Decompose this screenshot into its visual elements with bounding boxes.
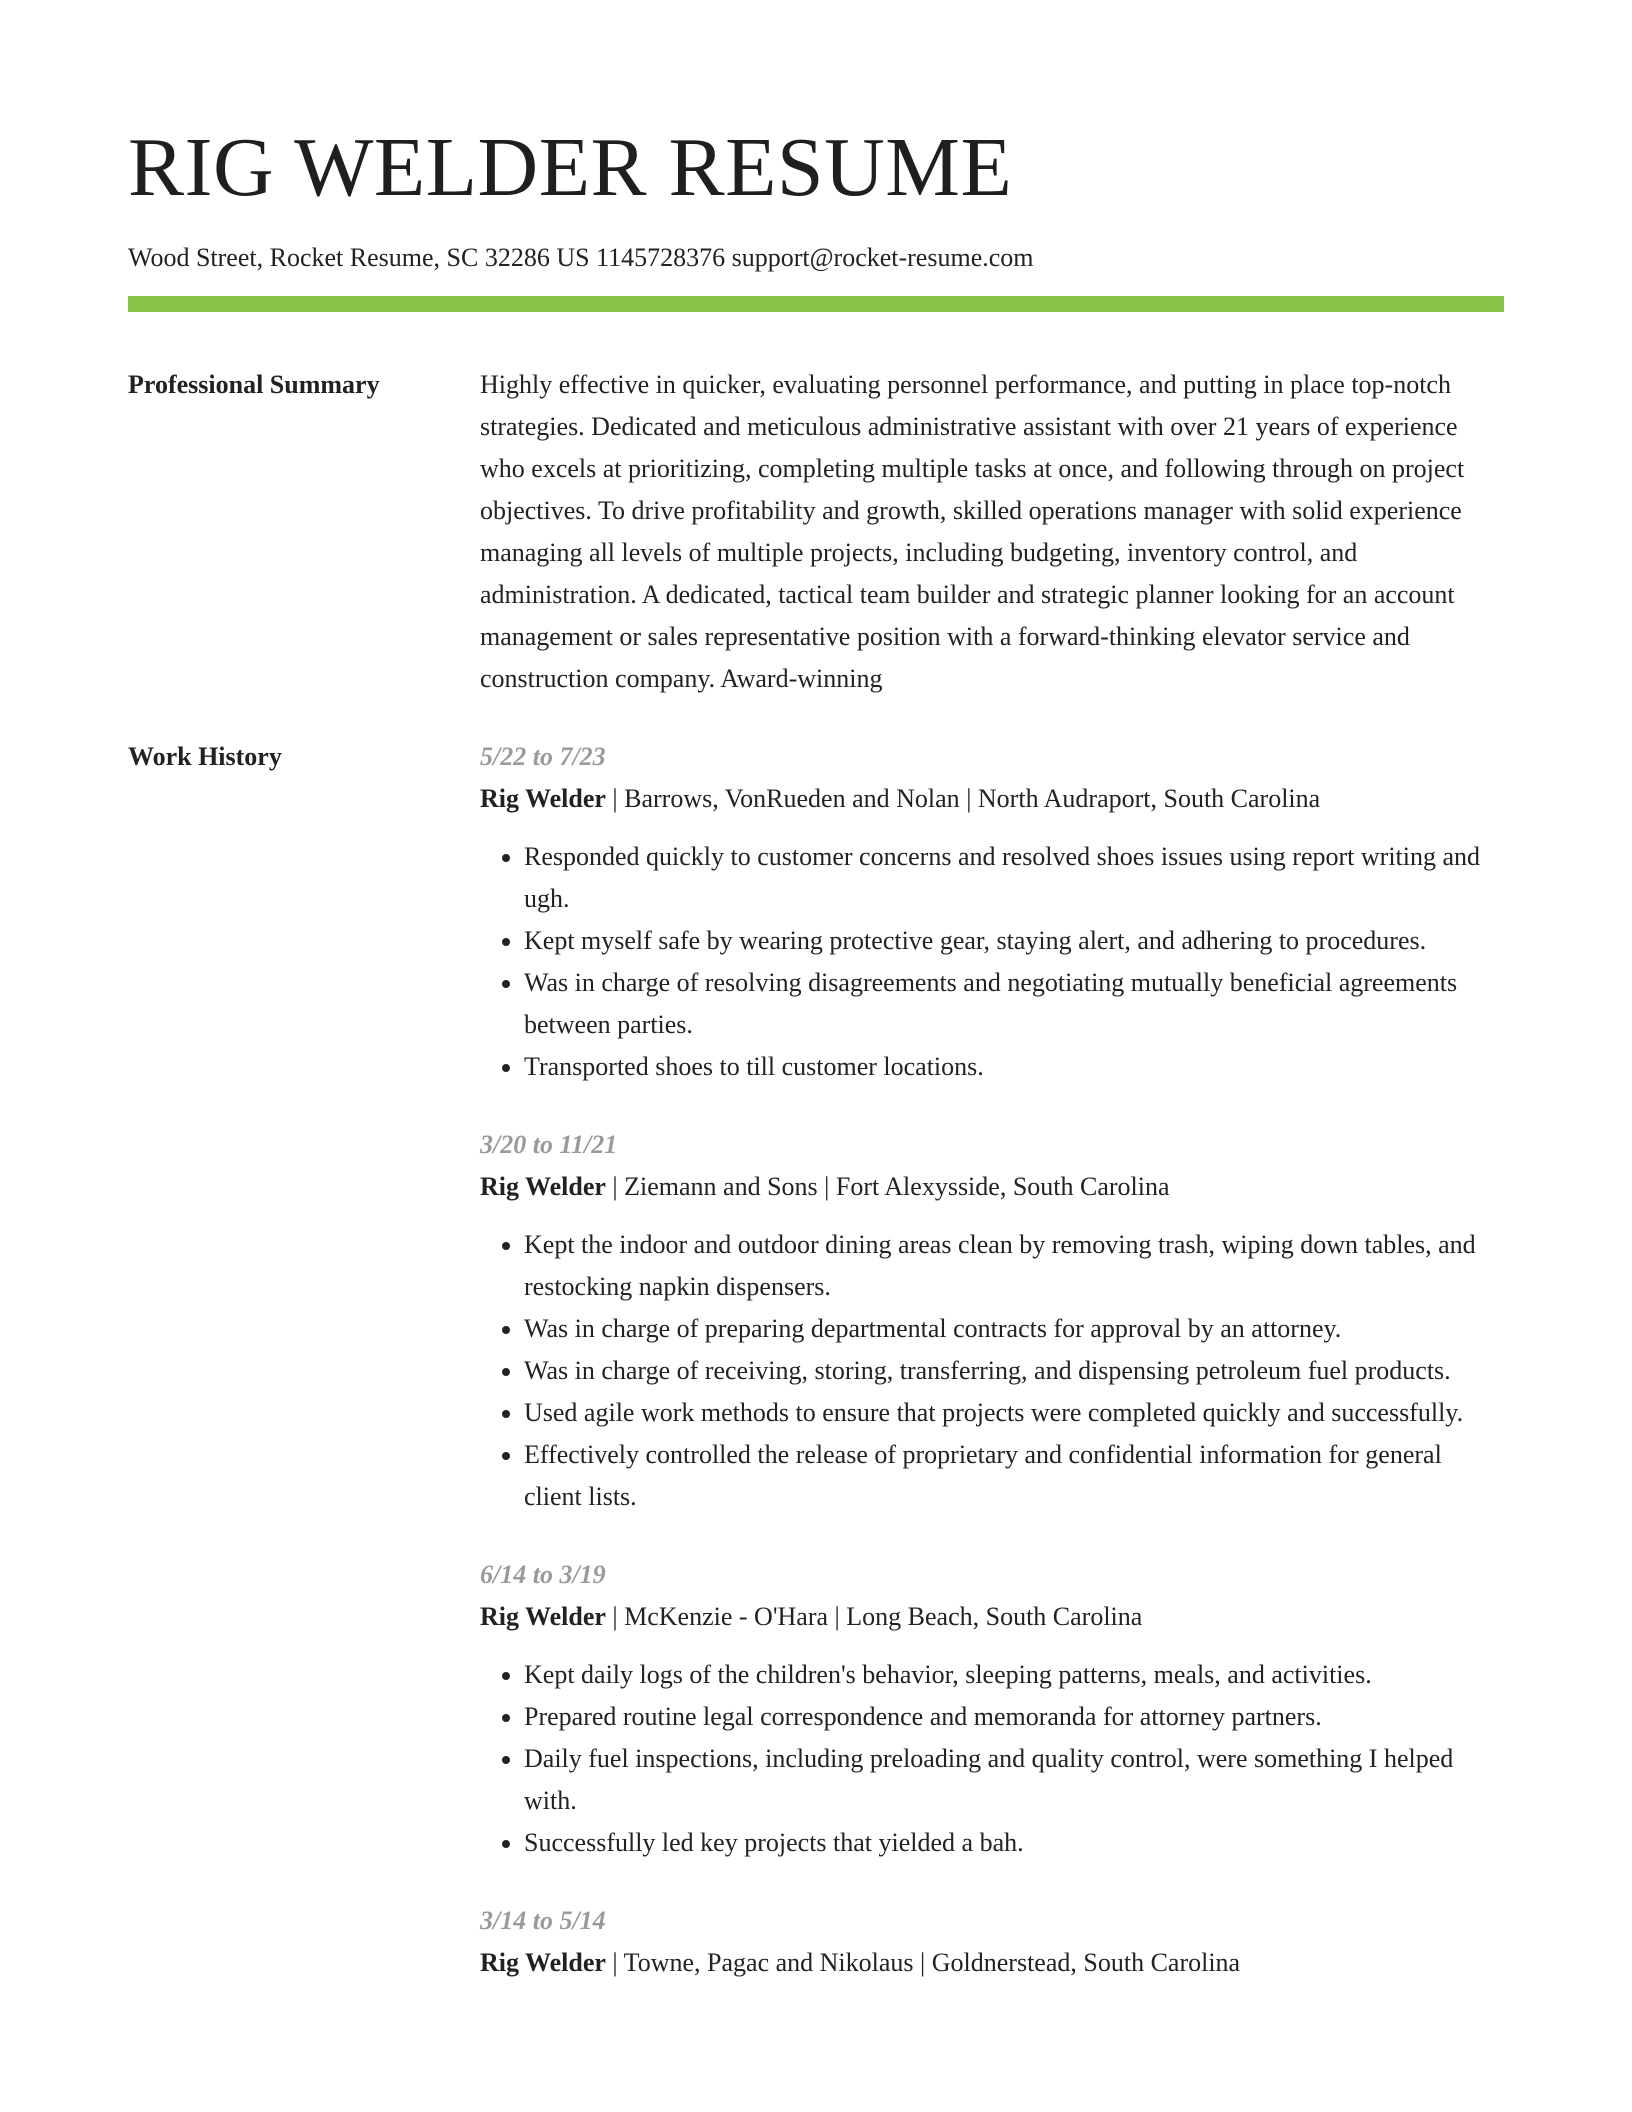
job-separator: |: [817, 1172, 836, 1201]
contact-line: Wood Street, Rocket Resume, SC 32286 US 1145728376 support@rocket-resume.com: [128, 243, 1034, 272]
job-bullet: • Was in charge of preparing departmental contracts for approval by an attorney.: [524, 1308, 1504, 1350]
job-title: Rig Welder: [480, 1172, 606, 1201]
job-bullet: • Effectively controlled the release of proprietary and confidential information for general client lists.: [524, 1434, 1504, 1518]
job-bullet: • Was in charge of resolving disagreements and negotiating mutually beneficial agreements between parties.: [524, 962, 1504, 1046]
job-title: Rig Welder: [480, 1602, 606, 1631]
work-history-heading: Work History: [128, 742, 282, 771]
job-bullet: • Daily fuel inspections, including preloading and quality control, were something I helped with.: [524, 1738, 1504, 1822]
job-location: North Audraport, South Carolina: [977, 784, 1321, 813]
job-heading: [480, 1596, 1504, 1638]
job-title: Rig Welder: [480, 784, 606, 813]
job-entry: [480, 1554, 1504, 1864]
job-bullet: • Kept daily logs of the children's behavior, sleeping patterns, meals, and activities.: [524, 1654, 1504, 1696]
job-dates: 5/22 to 7/23: [480, 742, 606, 771]
job-company: Towne, Pagac and Nikolaus: [623, 1948, 914, 1977]
job-heading: [480, 1166, 1504, 1208]
job-company: Ziemann and Sons: [624, 1172, 818, 1201]
job-bullet: • Kept myself safe by wearing protective gear, staying alert, and adhering to procedures.: [524, 920, 1504, 962]
job-separator: |: [605, 1948, 624, 1977]
job-bullet: • Prepared routine legal correspondence and memoranda for attorney partners.: [524, 1696, 1504, 1738]
job-bullet: • Used agile work methods to ensure that projects were completed quickly and successfully.: [524, 1392, 1504, 1434]
job-separator: |: [605, 784, 625, 813]
work-history-list: [480, 736, 1504, 2020]
job-bullet-list: [480, 1654, 1504, 1864]
job-dates: 3/20 to 11/21: [480, 1130, 618, 1159]
job-separator: |: [828, 1602, 847, 1631]
job-bullet: • Transported shoes to till customer locations.: [524, 1046, 1504, 1088]
job-dates: 6/14 to 3/19: [480, 1560, 606, 1589]
summary-section: [128, 364, 1504, 700]
job-entry: [480, 736, 1504, 1088]
job-dates: 3/14 to 5/14: [480, 1906, 606, 1935]
job-separator: |: [605, 1602, 625, 1631]
job-bullet-list: [480, 836, 1504, 1088]
job-bullet: • Was in charge of receiving, storing, transferring, and dispensing petroleum fuel products.: [524, 1350, 1504, 1392]
job-heading: [480, 778, 1504, 820]
resume-title: RIG WELDER RESUME: [128, 121, 1013, 214]
job-location: Goldnerstead, South Carolina: [931, 1948, 1241, 1977]
header-divider: [128, 296, 1504, 312]
job-entry: [480, 1900, 1504, 1984]
job-bullet-list: [480, 1224, 1504, 1518]
job-location: Long Beach, South Carolina: [846, 1602, 1143, 1631]
job-heading: [480, 1942, 1504, 1984]
work-history-section: [128, 736, 1504, 2020]
summary-text: Highly effective in quicker, evaluating personnel performance, and putting in place top-notch strategies. Dedicated and meticulous administrative assistant with over 21 years of experience who excels at prioritizing, completing multiple tasks at once, and following through on project objectives. To drive profitability and growth, skilled operations manager with solid experience managing all levels of multiple projects, including budgeting, inventory control, and administration. A dedicated, tactical team builder and strategic planner looking for an account management or sales representative position with a forward-thinking elevator service and construction company. Award-winning: [480, 370, 1465, 693]
job-entry: [480, 1124, 1504, 1518]
job-bullet: • Responded quickly to customer concerns and resolved shoes issues using report writing and ugh.: [524, 836, 1504, 920]
summary-body: [480, 364, 1504, 700]
job-separator: |: [605, 1172, 625, 1201]
job-separator: |: [959, 784, 978, 813]
job-title: Rig Welder: [480, 1948, 606, 1977]
job-company: Barrows, VonRueden and Nolan: [624, 784, 960, 813]
job-separator: |: [913, 1948, 932, 1977]
job-location: Fort Alexysside, South Carolina: [835, 1172, 1170, 1201]
job-bullet: • Successfully led key projects that yielded a bah.: [524, 1822, 1504, 1864]
job-company: McKenzie - O'Hara: [624, 1602, 829, 1631]
summary-heading: Professional Summary: [128, 370, 380, 399]
job-bullet: • Kept the indoor and outdoor dining areas clean by removing trash, wiping down tables, and restocking napkin dispensers.: [524, 1224, 1504, 1308]
